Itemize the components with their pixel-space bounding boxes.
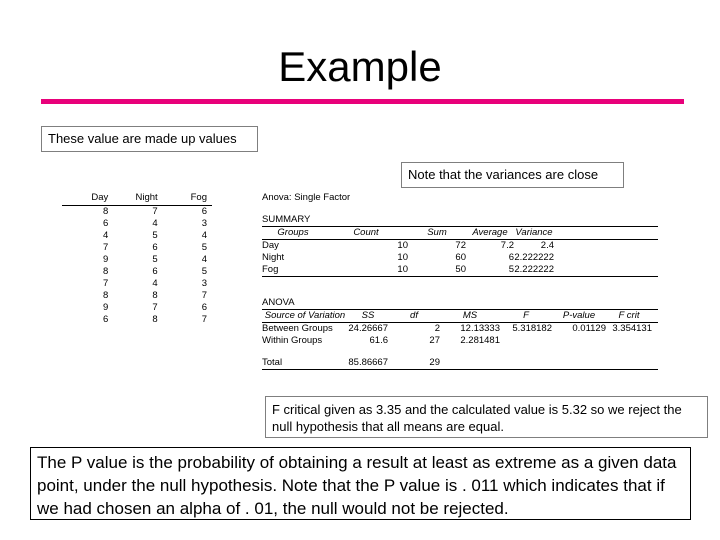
summary-cell: Day: [262, 240, 279, 251]
raw-data-row: [62, 302, 212, 314]
anova-cell: Within Groups: [262, 335, 323, 346]
raw-header-fog: Fog: [190, 192, 207, 203]
raw-data-cell: 7: [103, 242, 109, 253]
anova-cell: [606, 335, 652, 347]
anova-label: ANOVA: [262, 297, 295, 308]
raw-data-header: [62, 192, 212, 206]
spacer: [262, 204, 658, 214]
summary-cell: 7.2: [500, 240, 514, 251]
anova-cell: 0.01129: [572, 323, 606, 334]
anova-table: [262, 309, 658, 370]
summary-header-row: [262, 226, 658, 240]
raw-data-row: [62, 230, 212, 242]
raw-data-cell: 7: [152, 302, 158, 313]
spacer: [262, 347, 658, 357]
raw-data-cell: 3: [201, 218, 207, 229]
summary-rows: [262, 240, 658, 276]
raw-data-cell: 8: [152, 290, 158, 301]
summary-label: SUMMARY: [262, 214, 311, 225]
anova-header-row: [262, 309, 658, 323]
raw-data-row: [62, 254, 212, 266]
anova-header-df: df: [410, 310, 418, 321]
raw-header-night: Night: [135, 192, 158, 203]
raw-data-cell: 7: [201, 290, 207, 301]
anova-output: [262, 192, 658, 370]
raw-data-row: [62, 206, 212, 218]
raw-data-cell: 9: [103, 254, 109, 265]
anova-total-cell: Total: [262, 357, 283, 368]
raw-data-cell: 6: [152, 266, 158, 277]
summary-cell: 5: [508, 264, 514, 275]
anova-cell: 2: [434, 323, 440, 334]
anova-cell: [500, 335, 552, 347]
anova-title: Anova: Single Factor: [262, 192, 351, 203]
raw-data-cell: 5: [152, 254, 158, 265]
anova-cell: 12.13333: [460, 323, 500, 334]
summary-cell: 10: [397, 252, 408, 263]
anova-total-cell: [440, 357, 500, 369]
summary-cell: Night: [262, 252, 285, 263]
anova-total-cell: 29: [429, 357, 440, 368]
raw-data-cell: 6: [201, 206, 207, 217]
raw-data-cell: 7: [103, 278, 109, 289]
anova-total-cell: 85.86667: [348, 357, 388, 368]
raw-data-cell: 6: [152, 242, 158, 253]
summary-header-groups: Groups: [277, 227, 309, 238]
raw-data-cell: 8: [152, 314, 158, 325]
anova-header-ss: SS: [361, 310, 375, 321]
spacer: [262, 287, 658, 297]
summary-header-average: Average: [472, 227, 508, 238]
made-up-values-note: These value are made up values: [41, 126, 258, 152]
page-title: Example: [278, 43, 442, 90]
raw-data-cell: 4: [103, 230, 109, 241]
raw-data-cell: 7: [201, 314, 207, 325]
anova-cell: Between Groups: [262, 323, 333, 334]
anova-cell: 27: [429, 335, 440, 346]
raw-data-cell: 4: [152, 218, 158, 229]
f-critical-note: F critical given as 3.35 and the calculated value is 5.32 so we reject the null hypothesis that all means are equal.: [265, 396, 708, 438]
raw-data-cell: 5: [201, 242, 207, 253]
anova-rows: [262, 323, 658, 347]
variances-note: Note that the variances are close: [401, 162, 624, 188]
raw-data-cell: 7: [152, 206, 158, 217]
anova-row: [262, 323, 658, 335]
raw-data-cell: 9: [103, 302, 109, 313]
anova-cell: [552, 335, 606, 347]
anova-total-row: [262, 357, 658, 370]
anova-cell: 3.354131: [612, 323, 652, 334]
raw-data-cell: 6: [103, 314, 109, 325]
raw-header-day: Day: [91, 192, 109, 203]
anova-header-fcrit: F crit: [618, 310, 640, 321]
summary-cell: 2.4: [540, 240, 554, 251]
anova-total-cell: [552, 357, 606, 369]
anova-cell: 61.6: [369, 335, 388, 346]
anova-header-source: Source of Variation: [264, 310, 346, 321]
raw-data-rows: [62, 206, 212, 326]
summary-row: [262, 240, 658, 252]
anova-header-pvalue: P-value: [562, 310, 596, 321]
summary-cell: 2.222222: [514, 252, 554, 263]
raw-data-cell: 8: [103, 206, 109, 217]
raw-data-cell: 8: [103, 290, 109, 301]
summary-header-count: Count: [353, 227, 379, 238]
anova-cell: 5.318182: [512, 323, 552, 334]
raw-data-row: [62, 218, 212, 230]
summary-header-variance: Variance: [515, 227, 553, 238]
spacer: [262, 277, 658, 287]
summary-cell: 72: [455, 240, 466, 251]
raw-data-cell: 5: [152, 230, 158, 241]
summary-header-sum: Sum: [427, 227, 447, 238]
raw-data-table: [62, 192, 212, 326]
raw-data-cell: 8: [103, 266, 109, 277]
raw-data-row: [62, 266, 212, 278]
anova-total-cell: [500, 357, 552, 369]
raw-data-cell: 4: [152, 278, 158, 289]
anova-cell: 24.26667: [348, 323, 388, 334]
anova-total-cell: [606, 357, 652, 369]
raw-data-row: [62, 242, 212, 254]
raw-data-cell: 3: [201, 278, 207, 289]
p-value-note: The P value is the probability of obtaining a result at least as extreme as a given data point, under the null hypothesis. Note that the P value is . 011 which indicates that if we had chosen an alpha of . 01, the null would not be rejected.: [30, 447, 691, 520]
summary-cell: 6: [508, 252, 514, 263]
summary-cell: 50: [455, 264, 466, 275]
anova-header-f: F: [523, 310, 529, 321]
raw-data-row: [62, 314, 212, 326]
raw-data-cell: 4: [201, 230, 207, 241]
summary-cell: 60: [455, 252, 466, 263]
summary-cell: 2.222222: [514, 264, 554, 275]
summary-cell: 10: [397, 264, 408, 275]
summary-table: [262, 226, 658, 277]
raw-data-row: [62, 278, 212, 290]
anova-header-ms: MS: [462, 310, 478, 321]
summary-cell: Fog: [262, 264, 279, 275]
anova-row: [262, 335, 658, 347]
anova-cell: 2.281481: [460, 335, 500, 346]
summary-row: [262, 264, 658, 276]
raw-data-cell: 6: [103, 218, 109, 229]
summary-row: [262, 252, 658, 264]
raw-data-cell: 6: [201, 302, 207, 313]
raw-data-row: [62, 290, 212, 302]
raw-data-cell: 5: [201, 266, 207, 277]
summary-cell: 10: [397, 240, 408, 251]
raw-data-cell: 4: [201, 254, 207, 265]
title-underline: [41, 99, 684, 104]
